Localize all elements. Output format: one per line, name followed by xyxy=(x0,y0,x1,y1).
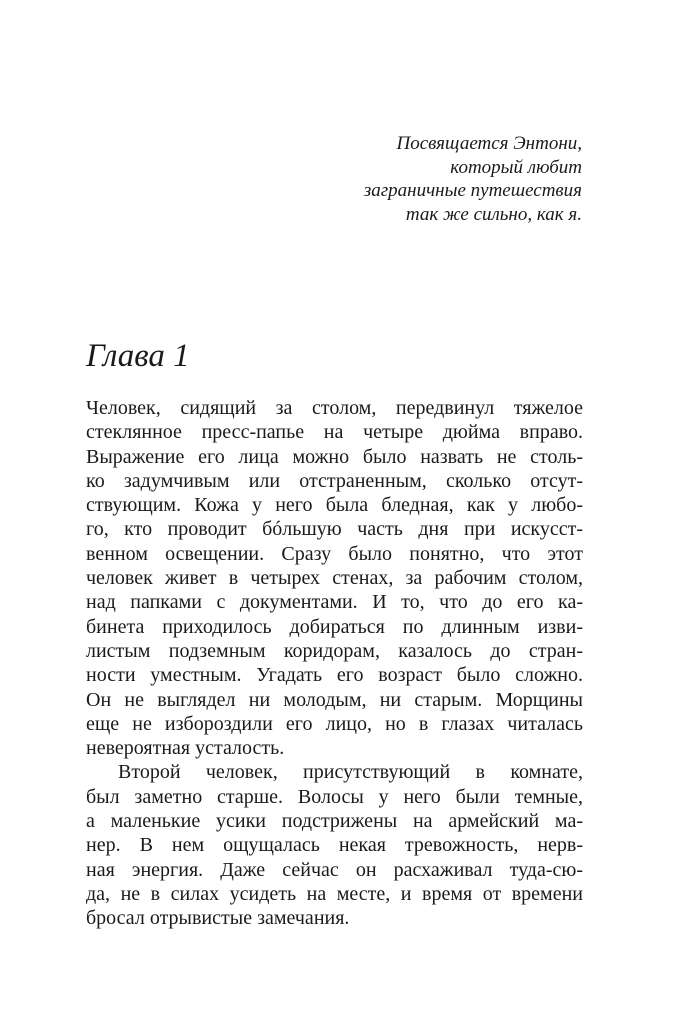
text-line: Человек, сидящий за столом, передвинул тяжелое xyxy=(86,397,583,419)
text-line: еще не избороздили его лицо, но в глазах читалась xyxy=(86,712,583,735)
text-line: был заметно старше. Волосы у него были темные, xyxy=(86,785,583,808)
text-line: стеклянное пресс-папье на четыре дюйма вправо. xyxy=(86,421,583,444)
text-line: бинета приходилось добираться по длинным изви- xyxy=(86,615,583,638)
text-line: венном освещении. Сразу было понятно, что этот xyxy=(86,542,583,565)
text-line: невероятная усталость. xyxy=(86,737,285,760)
dedication-line: так же сильно, как я. xyxy=(405,203,582,225)
paragraph-1 xyxy=(86,396,583,760)
chapter-text xyxy=(86,396,583,931)
dedication-line: заграничные путешествия xyxy=(363,180,582,201)
text-line: Выражение его лица можно было назвать не столь- xyxy=(86,445,583,468)
text-line: ко задумчивым или отстраненным, сколько отсут- xyxy=(86,469,583,492)
text-line: над папками с документами. И то, что до его ка- xyxy=(86,591,583,614)
text-line: ствующим. Кожа у него была бледная, как у любо- xyxy=(86,494,583,517)
text-line: го, кто проводит бóльшую часть дня при искусст- xyxy=(86,518,583,541)
text-line: нер. В нем ощущалась некая тревожность, нерв- xyxy=(86,834,583,857)
text-line: Второй человек, присутствующий в комнате, xyxy=(118,761,583,784)
text-line: человек живет в четырех стенах, за рабочим столом, xyxy=(86,567,583,590)
text-line: ная энергия. Даже сейчас он расхаживал туда-сю- xyxy=(86,858,583,881)
chapter-title: Глава 1 xyxy=(86,338,190,374)
dedication xyxy=(262,132,582,226)
dedication-line: который любит xyxy=(450,156,582,178)
text-line: Он не выглядел ни молодым, ни старым. Морщины xyxy=(86,688,583,711)
text-line: листым подземным коридорам, казалось до стран- xyxy=(86,639,583,662)
text-line: да, не в силах усидеть на месте, и время от времени xyxy=(86,882,583,905)
paragraph-2 xyxy=(86,760,583,930)
dedication-line: Посвящается Энтони, xyxy=(396,133,582,154)
text-line: ности уместным. Угадать его возраст было сложно. xyxy=(86,664,583,687)
text-line: а маленькие усики подстрижены на армейский ма- xyxy=(86,810,583,833)
text-line: бросал отрывистые замечания. xyxy=(86,907,350,930)
